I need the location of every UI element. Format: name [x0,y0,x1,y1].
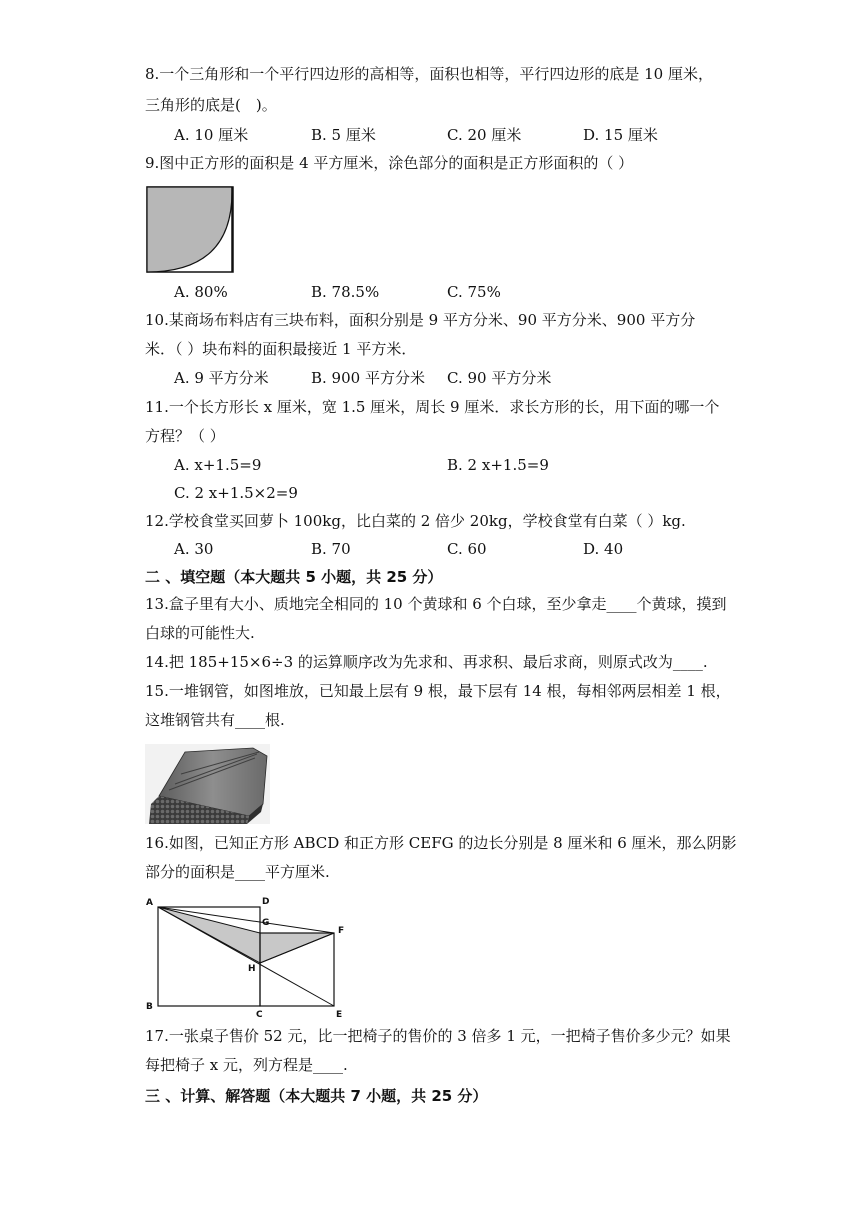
q9-option-a: A. 80% [174,283,228,301]
q9-line1: 9.图中正方形的面积是 4 平方厘米，涂色部分的面积是正方形面积的（ ） [145,154,634,172]
q9-option-c: C. 75% [447,283,501,301]
label-e: E [336,1010,343,1018]
q11-option-b: B. 2 x+1.5=9 [447,456,549,474]
q13-line2: 白球的可能性大. [145,624,255,642]
q8-option-a: A. 10 厘米 [174,126,249,144]
q12-option-c: C. 60 [447,540,487,558]
label-h: H [248,964,256,974]
q13-line1: 13.盒子里有大小、质地完全相同的 10 个黄球和 6 个白球，至少拿走____个黄球，摸到 [145,595,727,613]
steel-pipes-photo [145,744,270,824]
q16-line1: 16.如图，已知正方形 ABCD 和正方形 CEFG 的边长分别是 8 厘米和 6 厘米，那么阴影 [145,834,737,852]
q9-option-b: B. 78.5% [311,283,380,301]
q8-line2: 三角形的底是( )。 [145,96,277,114]
label-g: G [262,918,270,928]
section-2-heading: 二 、填空题（本大题共 5 小题，共 25 分） [145,568,443,586]
q12-option-a: A. 30 [174,540,214,558]
q10-option-b: B. 900 平方分米 [311,369,425,387]
label-f: F [338,926,345,936]
q15-line2: 这堆钢管共有____根. [145,711,285,729]
q10-option-c: C. 90 平方分米 [447,369,552,387]
q10-line2: 米．（ ）块布料的面积最接近 1 平方米． [145,340,417,358]
label-b: B [146,1002,153,1012]
q12-option-b: B. 70 [311,540,351,558]
q9-square-figure [146,186,236,274]
label-a: A [146,898,153,908]
q11-option-a: A. x+1.5=9 [174,456,262,474]
q10-option-a: A. 9 平方分米 [174,369,269,387]
q12-option-d: D. 40 [583,540,624,558]
q17-line2: 每把椅子 x 元，列方程是____. [145,1056,348,1074]
q8-option-d: D. 15 厘米 [583,126,658,144]
q16-line2: 部分的面积是____平方厘米. [145,863,330,881]
q11-line2: 方程？（ ） [145,427,225,445]
q8-line1: 8.一个三角形和一个平行四边形的高相等，面积也相等，平行四边形的底是 10 厘米， [145,65,713,83]
q15-line1: 15.一堆钢管，如图堆放，已知最上层有 9 根，最下层有 14 根，每相邻两层相差 1 根， [145,682,731,700]
section-3-heading: 三 、计算、解答题（本大题共 7 小题，共 25 分） [145,1087,488,1105]
q11-option-c: C. 2 x+1.5×2=9 [174,484,298,502]
q8-option-b: B. 5 厘米 [311,126,376,144]
q10-line1: 10.某商场布料店有三块布料，面积分别是 9 平方分米、90 平方分米、900 平方分 [145,311,696,329]
label-c: C [256,1010,263,1018]
shaded-region [158,907,334,963]
label-d: D [262,897,270,907]
q14-line1: 14.把 185+15×6÷3 的运算顺序改为先求和、再求积、最后求商，则原式改为____. [145,653,708,671]
q12-line1: 12.学校食堂买回萝卜 100kg，比白菜的 2 倍少 20kg，学校食堂有白菜（ ）kg. [145,512,686,530]
q8-option-c: C. 20 厘米 [447,126,522,144]
squares-abcd-cefg-figure [140,893,360,1018]
q11-line1: 11.一个长方形长 x 厘米，宽 1.5 厘米，周长 9 厘米．求长方形的长，用下面的哪一个 [145,398,720,416]
q17-line1: 17.一张桌子售价 52 元，比一把椅子的售价的 3 倍多 1 元，一把椅子售价多少元？如果 [145,1027,731,1045]
